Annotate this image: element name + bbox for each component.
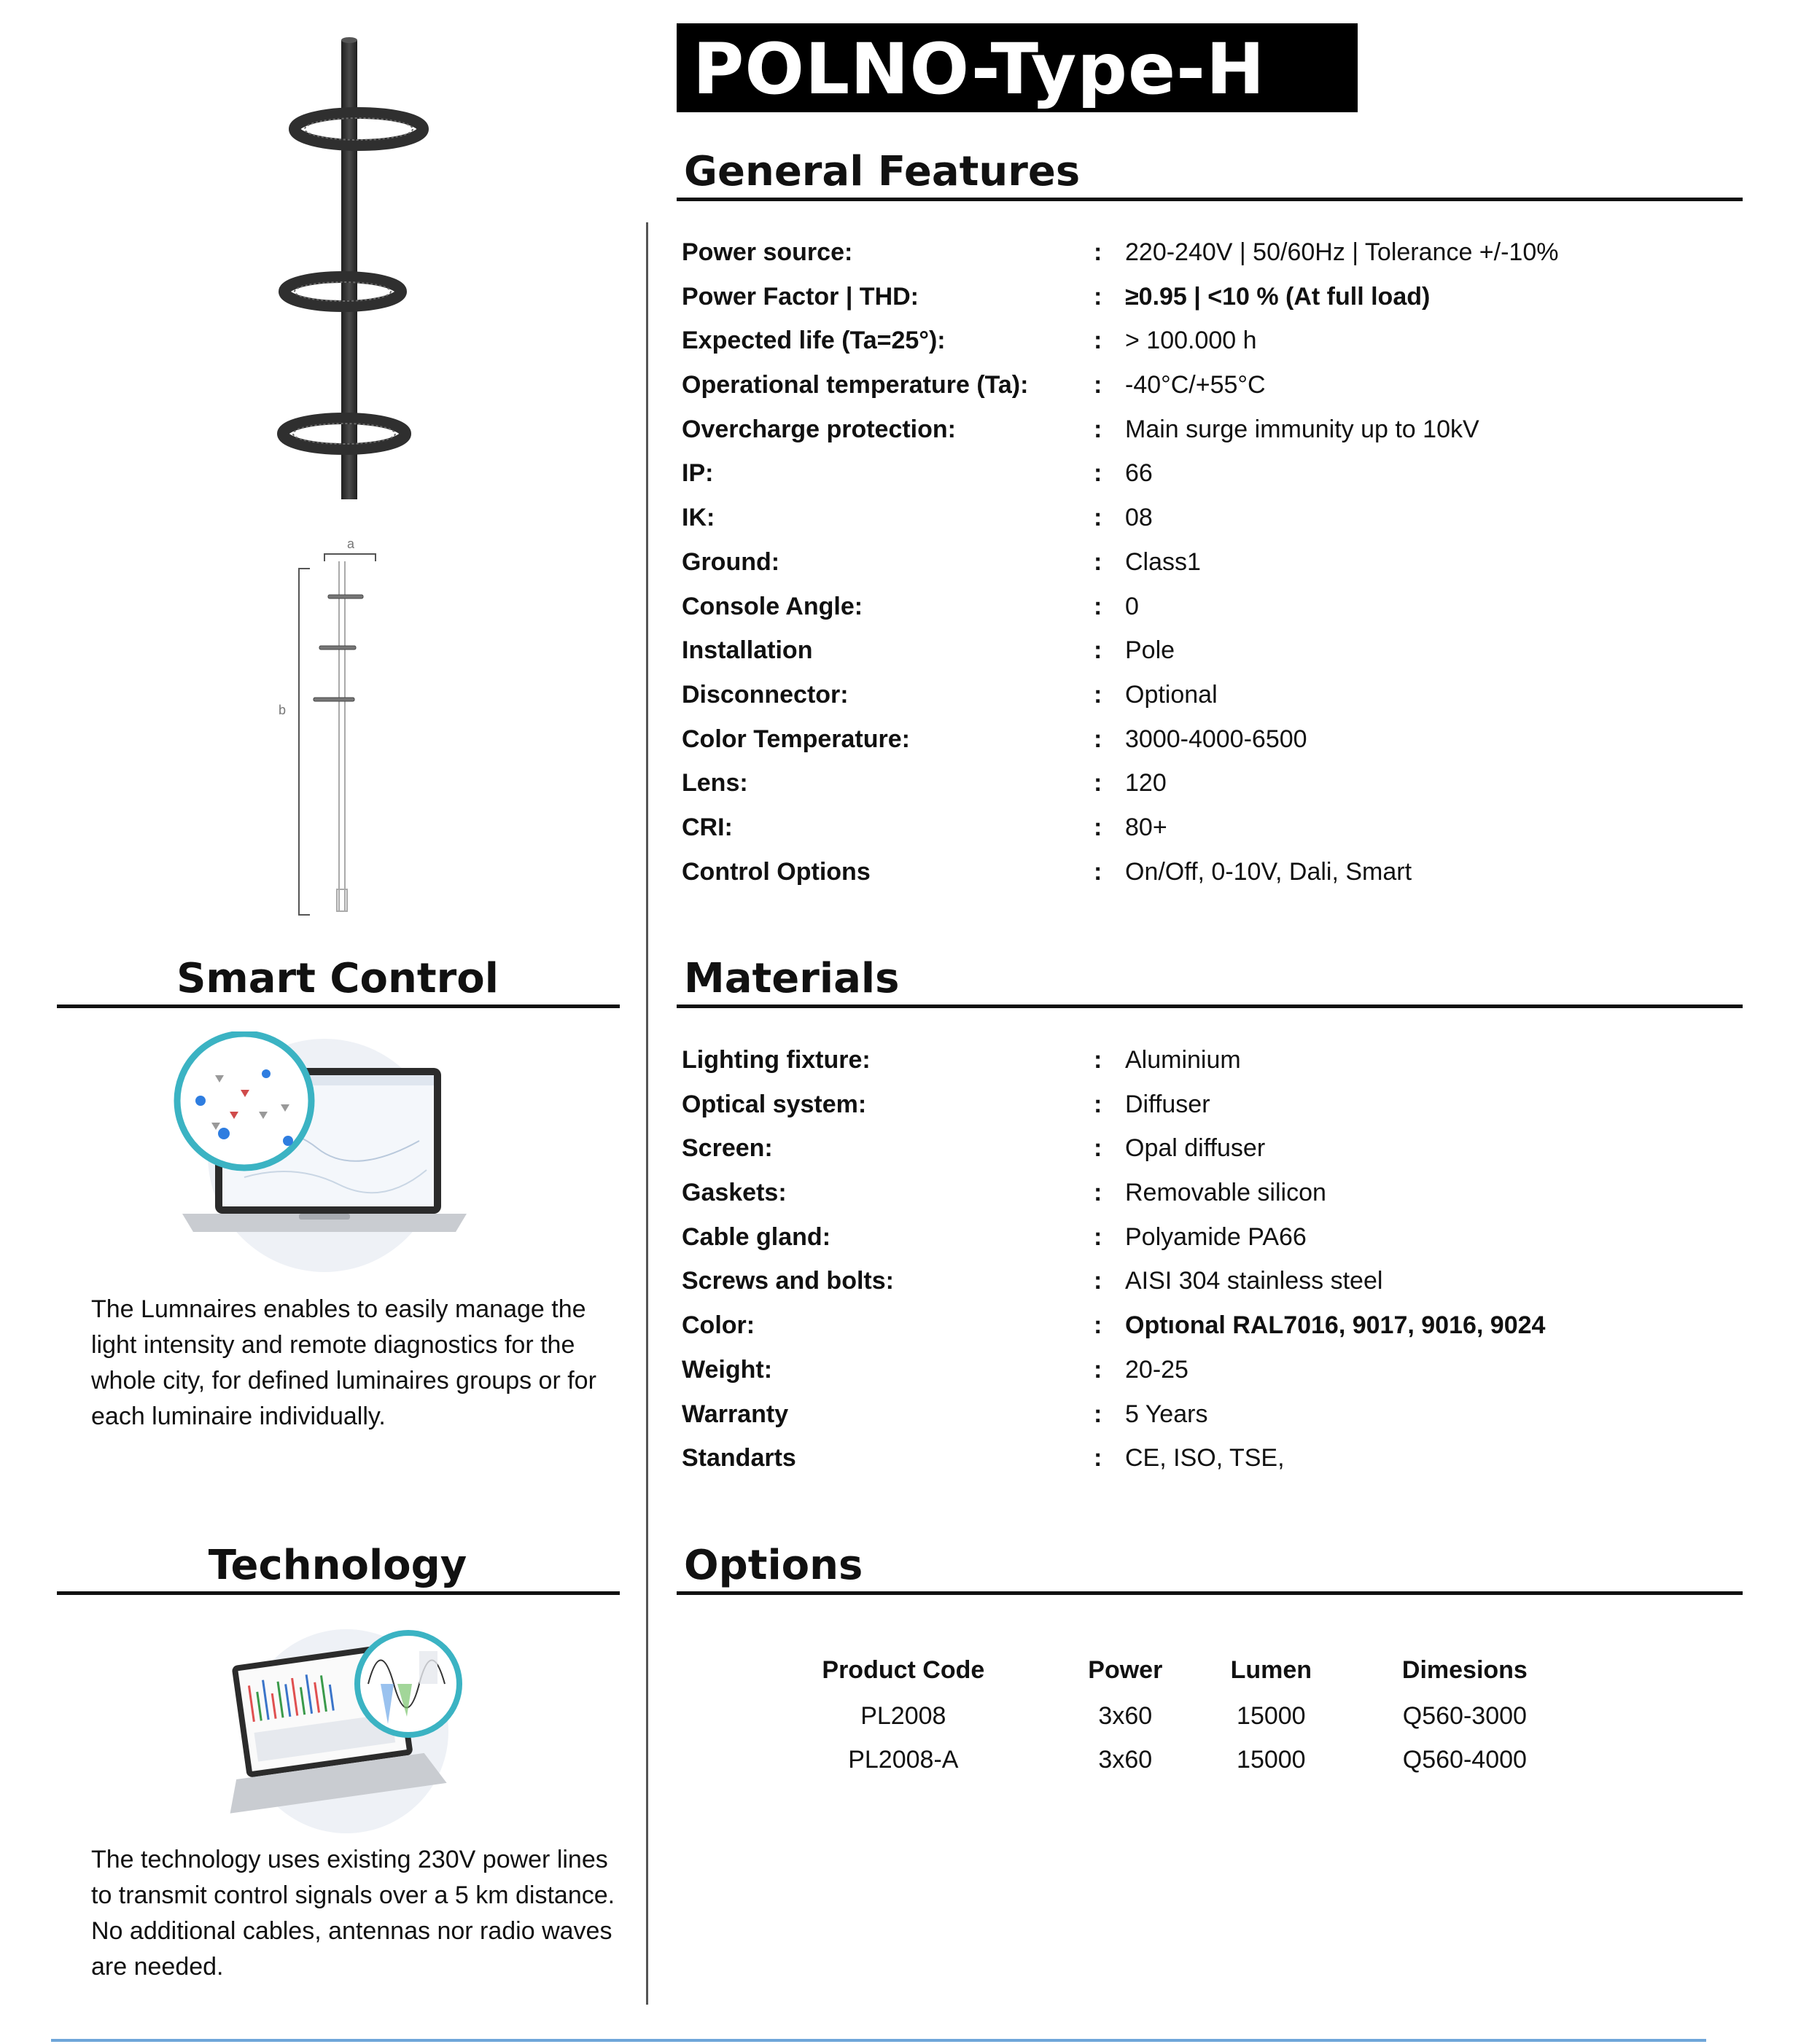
spec-value: -40°C/+55°C (1125, 371, 1266, 399)
spec-row (682, 1348, 1746, 1392)
smart-control-laptop-image (171, 1031, 478, 1272)
spec-row (682, 496, 1746, 540)
spec-value: CE, ISO, TSE, (1125, 1444, 1285, 1472)
spec-colon: : (1094, 813, 1102, 841)
spec-value: Diffuser (1125, 1090, 1210, 1118)
spec-row (682, 1083, 1746, 1127)
spec-colon: : (1094, 1046, 1102, 1074)
spec-row (682, 585, 1746, 629)
spec-row (682, 1126, 1746, 1171)
spec-colon: : (1094, 769, 1102, 797)
spec-row (682, 1436, 1746, 1481)
spec-colon: : (1094, 1267, 1102, 1295)
spec-row (682, 319, 1746, 363)
smart-control-description: The Lumnaires enables to easily manage the light intensity and remote diagnostics for the whole city, for defined luminaires groups or for each luminaire individually. (91, 1295, 596, 1430)
spec-colon: : (1094, 504, 1102, 532)
spec-value: Polyamide PA66 (1125, 1222, 1307, 1251)
spec-colon: : (1094, 415, 1102, 443)
spec-label: Control Options (682, 857, 871, 886)
technology-rule (57, 1591, 620, 1595)
options-rule (677, 1591, 1743, 1595)
spec-row (682, 363, 1746, 407)
spec-row (682, 673, 1746, 717)
table-cell: 15000 (1237, 1702, 1306, 1730)
spec-colon: : (1094, 1090, 1102, 1118)
spec-value: Aluminium (1125, 1046, 1241, 1074)
spec-label: Power source: (682, 238, 853, 266)
spec-label: Cable gland: (682, 1222, 831, 1251)
spec-value: 08 (1125, 504, 1153, 532)
spec-row (682, 1038, 1746, 1083)
map-magnifier-icon (177, 1034, 311, 1168)
spec-value: ≥0.95 | <10 % (At full load) (1125, 282, 1431, 311)
spec-colon: : (1094, 1179, 1102, 1207)
spec-label: Overcharge protection: (682, 415, 956, 443)
spec-label: Standarts (682, 1444, 796, 1472)
spec-row (682, 717, 1746, 762)
spec-colon: : (1094, 459, 1102, 488)
spec-value: Class1 (1125, 547, 1201, 576)
spec-row (682, 1215, 1746, 1260)
table-cell: Q560-3000 (1402, 1702, 1527, 1730)
spec-row (682, 850, 1746, 894)
spec-value: 20-25 (1125, 1355, 1189, 1384)
table-row (751, 1694, 1582, 1738)
spec-colon: : (1094, 238, 1102, 266)
materials-list (682, 1038, 1746, 1481)
spec-colon: : (1094, 327, 1102, 355)
spec-value: Removable silicon (1125, 1179, 1326, 1207)
spec-label: Power Factor | THD: (682, 282, 919, 311)
spec-colon: : (1094, 1400, 1102, 1428)
spec-value: Opal diffuser (1125, 1134, 1266, 1163)
spec-value: Optıonal RAL7016, 9017, 9016, 9024 (1125, 1311, 1546, 1340)
spec-row (682, 275, 1746, 319)
spec-value: On/Off, 0-10V, Dali, Smart (1125, 857, 1412, 886)
smart-control-rule (57, 1005, 620, 1008)
spec-label: Screws and bolts: (682, 1267, 894, 1295)
spec-colon: : (1094, 1444, 1102, 1472)
table-cell: PL2008-A (848, 1746, 959, 1774)
spec-colon: : (1094, 857, 1102, 886)
table-cell: 3x60 (1098, 1746, 1153, 1774)
spec-colon: : (1094, 547, 1102, 576)
spec-row (682, 1171, 1746, 1215)
spec-value: 0 (1125, 592, 1139, 620)
spec-row (682, 540, 1746, 585)
spec-label: Optical system: (682, 1090, 867, 1118)
spec-label: Screen: (682, 1134, 773, 1163)
spec-label: Expected life (Ta=25°): (682, 327, 946, 355)
spec-colon: : (1094, 592, 1102, 620)
spec-colon: : (1094, 1355, 1102, 1384)
spec-label: Ground: (682, 547, 780, 576)
drawing-label-b: b (279, 703, 287, 717)
spec-colon: : (1094, 680, 1102, 709)
spec-colon: : (1094, 1222, 1102, 1251)
technology-laptop-image (219, 1622, 481, 1833)
spec-row (682, 230, 1746, 275)
options-heading: Options (684, 1542, 863, 1589)
ring-top (295, 113, 423, 145)
spec-value: 220-240V | 50/60Hz | Tolerance +/-10% (1125, 238, 1559, 266)
drawing-label-a: a (347, 537, 355, 551)
spec-label: Color: (682, 1311, 755, 1340)
smart-control-heading: Smart Control (176, 955, 499, 1002)
general-features-rule (677, 198, 1743, 201)
spec-colon: : (1094, 1311, 1102, 1340)
spec-row (682, 761, 1746, 805)
technology-heading: Technology (208, 1542, 467, 1589)
spec-label: Console Angle: (682, 592, 863, 620)
general-features-heading: General Features (684, 148, 1081, 195)
product-title: POLNO-Type-H (693, 28, 1266, 110)
table-cell: Q560-4000 (1402, 1746, 1527, 1774)
spec-colon: : (1094, 371, 1102, 399)
spec-row (682, 628, 1746, 673)
spec-label: IP: (682, 459, 714, 488)
spec-value: Main surge immunity up to 10kV (1125, 415, 1479, 443)
table-cell: 15000 (1237, 1746, 1306, 1774)
spec-label: IK: (682, 504, 715, 532)
pole-dimension-drawing (270, 532, 401, 926)
spec-value: 5 Years (1125, 1400, 1208, 1428)
pole-product-image (277, 29, 452, 510)
materials-heading: Materials (684, 955, 900, 1002)
spec-value: Pole (1125, 636, 1175, 665)
drawing-ring-middle (319, 646, 356, 650)
spec-label: Weight: (682, 1355, 773, 1384)
table-row (751, 1738, 1582, 1782)
spec-row (682, 1392, 1746, 1437)
column-header-power: Power (1088, 1656, 1163, 1684)
spec-colon: : (1094, 636, 1102, 665)
spec-row (682, 1303, 1746, 1348)
options-header-row (751, 1646, 1582, 1694)
spec-value: 66 (1125, 459, 1153, 488)
general-features-list (682, 230, 1746, 894)
table-cell: PL2008 (860, 1702, 946, 1730)
spec-colon: : (1094, 725, 1102, 753)
spec-label: Warranty (682, 1400, 789, 1428)
spec-label: CRI: (682, 813, 733, 841)
spec-row (682, 407, 1746, 452)
spec-row (682, 805, 1746, 850)
column-header-product-code: Product Code (822, 1656, 985, 1684)
spec-value: > 100.000 h (1125, 327, 1257, 355)
spec-row (682, 451, 1746, 496)
materials-rule (677, 1005, 1743, 1008)
spec-colon: : (1094, 282, 1102, 311)
spec-value: 3000-4000-6500 (1125, 725, 1307, 753)
spec-label: Disconnector: (682, 680, 849, 709)
footer-accent-line (51, 2039, 1706, 2042)
spec-value: 120 (1125, 769, 1167, 797)
spec-colon: : (1094, 1134, 1102, 1163)
drawing-ring-bottom (314, 698, 354, 701)
spec-value: 80+ (1125, 813, 1167, 841)
signal-magnifier-icon (357, 1633, 459, 1735)
spec-value: Optional (1125, 680, 1218, 709)
spec-label: Operational temperature (Ta): (682, 371, 1029, 399)
spec-row (682, 1259, 1746, 1303)
spec-label: Gaskets: (682, 1179, 787, 1207)
spec-label: Lens: (682, 769, 748, 797)
spec-label: Installation (682, 636, 813, 665)
spec-label: Lighting fixture: (682, 1046, 871, 1074)
spec-value: AISI 304 stainless steel (1125, 1267, 1383, 1295)
options-table (751, 1646, 1582, 1782)
column-header-dimensions: Dimesions (1401, 1656, 1528, 1684)
table-cell: 3x60 (1098, 1702, 1153, 1730)
technology-description: The technology uses existing 230V power lines to transmit control signals over a 5 km distance. No additional cables, antennas nor radio waves are needed. (91, 1846, 615, 1981)
drawing-ring-top (328, 595, 363, 598)
column-divider (646, 222, 648, 2005)
column-header-lumen: Lumen (1230, 1656, 1312, 1684)
spec-label: Color Temperature: (682, 725, 910, 753)
